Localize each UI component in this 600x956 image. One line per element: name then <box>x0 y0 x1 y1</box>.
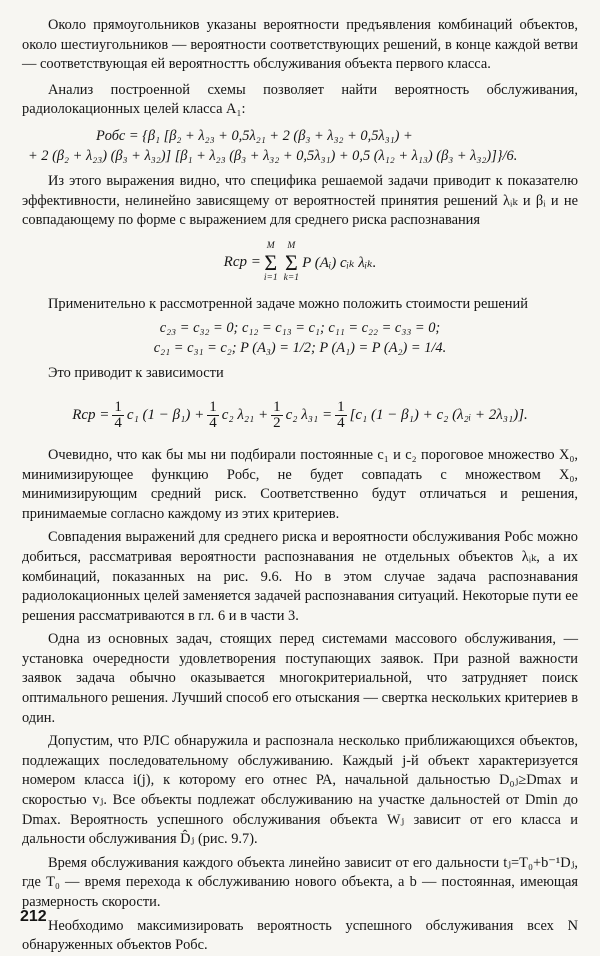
dep-term-4: [c₁ (1 − β₁) + c₂ (λ₂ᵢ + 2λ₃₁)]. <box>349 407 528 424</box>
fraction-denominator: 2 <box>273 415 281 432</box>
fraction-quarter-3 <box>335 400 347 433</box>
fraction-numerator: 1 <box>114 398 122 415</box>
fraction-numerator: 1 <box>273 398 281 415</box>
paragraph-9: Допустим, что РЛС обнаружила и распознала несколько приближающихся объектов, подлежащих последовательному обслуживанию. Каждый j-й объект характеризуется номером класса i(j), к которому его отнес РА, начальной дальностью D₀ⱼ≥Dmax и скоростью vⱼ. Все объекты подлежат обслуживанию на участке дальностей от Dmin до Dmax. Вероятность успешного обслуживания объекта Wⱼ зависит от его класса и дальности обслуживания D̂ⱼ (рис. 9.7). <box>22 733 578 848</box>
paragraph-10: Время обслуживания каждого объекта линейно зависит от его дальности tⱼ=T₀+b⁻¹Dⱼ, где T₀ — время перехода к обслуживанию нового объекта, а b — постоянная, имеющая размерность скорости. <box>22 854 578 910</box>
paragraph-1: Около прямоугольников указаны вероятности предъявления комбинаций объектов, около шестиугольников — вероятности соответствующих решений, в конце каждой ветви — соответствующая ей вероятностть обслуживания объекта первого класса. <box>22 17 578 73</box>
fraction-half <box>271 400 283 433</box>
fraction-numerator: 1 <box>209 398 217 415</box>
paragraph-11: Необходимо максимизировать вероятность успешного обслуживания всех N обнаруженных объектов Pобс. <box>22 917 578 954</box>
formula-pobs-line2: + 2 (β₂ + λ₂₃) (β₃ + λ₃₂)] [β₁ + λ₂₃ (β₃ + λ₃₂ + 0,5λ₃₁) + 0,5 (λ₁₂ + λ₁₃) (β₃ + λ₃₂)]}/6. <box>28 147 518 164</box>
sum-upper-limit-k: M <box>287 241 296 252</box>
fraction-denominator: 4 <box>337 415 345 432</box>
formula-pobs-line1: Pобс = {β₁ [β₂ + λ₂₃ + 0,5λ₂₁ + 2 (β₃ + λ₃₂ + 0,5λ₃₁) + <box>96 127 413 144</box>
page-number: 212 <box>20 908 47 925</box>
dep-term-1: c₁ (1 − β₁) + <box>126 407 205 424</box>
fraction-denominator: 4 <box>209 415 217 432</box>
formula-costs-line1: c₂₃ = c₃₂ = 0; c₁₂ = c₁₃ = c₁; c₁₁ = c₂₂ = c₃₃ = 0; <box>159 320 441 337</box>
sum-symbol-k <box>284 242 299 283</box>
formula-costs-line2: c₂₁ = c₃₁ = c₂; P (A₃) = 1/2; P (A₁) = P (A₂) = 1/4. <box>153 340 447 357</box>
dep-lhs: Rср = <box>72 407 110 424</box>
paragraph-2: Анализ построенной схемы позволяет найти вероятность обслуживания, радиолокационных целей класса A₁: <box>22 81 578 118</box>
formula-average-risk <box>22 235 578 291</box>
fraction-denominator: 4 <box>114 415 122 432</box>
fraction-quarter-1 <box>112 400 124 433</box>
sum-symbol-i <box>264 242 278 283</box>
formula-dependency <box>22 390 578 442</box>
sum-lower-limit-i: i=1 <box>263 272 278 283</box>
sum-lower-limit-k: k=1 <box>283 272 300 283</box>
fraction-quarter-2 <box>207 400 219 433</box>
rcp-body: P (Aᵢ) cᵢₖ λᵢₖ. <box>302 255 377 272</box>
fraction-numerator: 1 <box>337 398 345 415</box>
paragraph-4: Применительно к рассмотренной задаче можно положить стоимости решений <box>48 295 528 312</box>
paragraph-6: Очевидно, что как бы мы ни подбирали постоянные c₁ и c₂ пороговое множество X₀, минимизирующее функцию Pобс, не будет совпадать с множеством X₀, минимизирующим средний риск. Соответственно будут отличаться и решения, принимаемые согласно каждому из этих критериев. <box>22 446 578 522</box>
paragraph-3: Из этого выражения видно, что специфика решаемой задачи приводит к показателю эффективности, нелинейно зависящему от вероятностей принятия решений λᵢₖ и βᵢ и не совпадающему по форме с выражением для среднего риска распознавания <box>22 172 578 229</box>
paragraph-7: Совпадения выражений для среднего риска и вероятности обслуживания Pобс можно добиться, рассматривая вероятности распознавания не отдельных объектов λᵢₖ, а их комбинаций, показанных на рис. 9.6. Но в этом случае задача распознавания радиолокационных целей заменяется задачей распознавания ситуаций. Некоторые пути ее решения рассматриваются в гл. 6 и в части 3. <box>22 529 578 624</box>
sigma-icon: Σ <box>264 249 278 275</box>
sigma-icon: Σ <box>284 249 298 275</box>
sum-upper-limit: M <box>266 241 275 252</box>
paragraph-8: Одна из основных задач, стоящих перед системами массового обслуживания, — установка очередности удовлетворения поступающих заявок. При разной важности заявок задача обычно оказывается многокритериальной, что затрудняет поиск оптимального решения. Лучший способ его отыскания — свертка нескольких критериев в один. <box>22 631 578 726</box>
rcp-lhs: Rср = <box>223 254 261 271</box>
dep-term-3: c₂ λ₃₁ = <box>285 407 333 424</box>
dep-term-2: c₂ λ₂₁ + <box>221 407 269 424</box>
paragraph-5: Это приводит к зависимости <box>48 365 224 382</box>
